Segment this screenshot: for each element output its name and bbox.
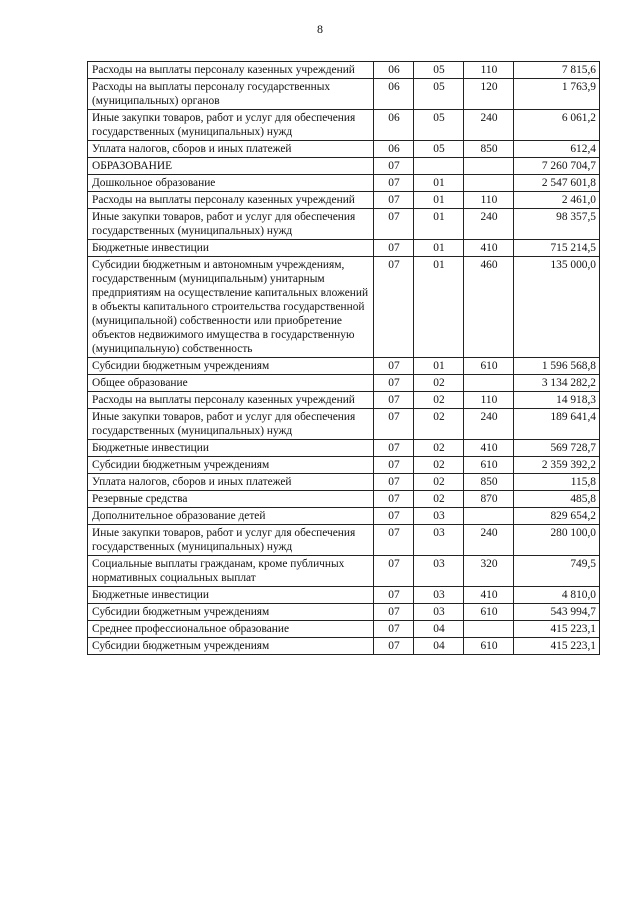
amount-cell: 415 223,1 [514,638,600,655]
expense-type-code-cell: 460 [464,257,514,358]
section-code-cell: 06 [374,62,414,79]
amount-cell: 98 357,5 [514,209,600,240]
expense-type-code-cell: 610 [464,457,514,474]
expenditure-name-cell: Иные закупки товаров, работ и услуг для обеспечения государственных (муниципальных) нужд [88,525,374,556]
section-code-cell: 07 [374,158,414,175]
expense-type-code-cell: 120 [464,79,514,110]
expense-type-code-cell: 610 [464,358,514,375]
section-code-cell: 07 [374,556,414,587]
table-row [88,392,600,409]
expenditure-name-cell: Субсидии бюджетным учреждениям [88,358,374,375]
expense-type-code-cell [464,158,514,175]
table-row [88,257,600,358]
subsection-code-cell: 03 [414,525,464,556]
table-row [88,604,600,621]
amount-cell: 135 000,0 [514,257,600,358]
expense-type-code-cell [464,375,514,392]
expense-type-code-cell: 110 [464,62,514,79]
subsection-code-cell: 04 [414,621,464,638]
section-code-cell: 07 [374,409,414,440]
expenditure-name-cell: Социальные выплаты гражданам, кроме публичных нормативных социальных выплат [88,556,374,587]
expenditure-name-cell: Бюджетные инвестиции [88,240,374,257]
section-code-cell: 06 [374,79,414,110]
amount-cell: 612,4 [514,141,600,158]
expenditure-name-cell: Уплата налогов, сборов и иных платежей [88,474,374,491]
expense-type-code-cell: 870 [464,491,514,508]
table-body [88,62,600,655]
section-code-cell: 07 [374,587,414,604]
expenditure-name-cell: Расходы на выплаты персоналу казенных учреждений [88,62,374,79]
table-row [88,175,600,192]
table-row [88,525,600,556]
expenditure-name-cell: Среднее профессиональное образование [88,621,374,638]
expense-type-code-cell: 320 [464,556,514,587]
table-row [88,474,600,491]
budget-expenditure-table [87,61,600,655]
expenditure-name-cell: Субсидии бюджетным учреждениям [88,638,374,655]
expense-type-code-cell [464,175,514,192]
subsection-code-cell: 05 [414,110,464,141]
page-number: 8 [317,22,323,36]
amount-cell: 14 918,3 [514,392,600,409]
expense-type-code-cell [464,621,514,638]
table-row [88,409,600,440]
subsection-code-cell: 01 [414,209,464,240]
section-code-cell: 07 [374,621,414,638]
amount-cell: 4 810,0 [514,587,600,604]
expense-type-code-cell: 240 [464,409,514,440]
subsection-code-cell: 03 [414,508,464,525]
amount-cell: 280 100,0 [514,525,600,556]
section-code-cell: 07 [374,525,414,556]
amount-cell: 485,8 [514,491,600,508]
subsection-code-cell: 02 [414,409,464,440]
expense-type-code-cell: 110 [464,392,514,409]
expense-type-code-cell: 240 [464,525,514,556]
amount-cell: 2 359 392,2 [514,457,600,474]
section-code-cell: 06 [374,141,414,158]
subsection-code-cell: 02 [414,474,464,491]
table-row [88,192,600,209]
table-row [88,79,600,110]
expense-type-code-cell: 850 [464,474,514,491]
amount-cell: 1 763,9 [514,79,600,110]
amount-cell: 829 654,2 [514,508,600,525]
subsection-code-cell: 01 [414,175,464,192]
section-code-cell: 07 [374,240,414,257]
expenditure-name-cell: Субсидии бюджетным и автономным учреждениям, государственным (муниципальным) унитарным предприятиям на осуществление капитальных вложений в объекты капитального строительства государственной (муниципальной) собственности или приобретение объектов недвижимого имущества в государственную (муниципальную) собственность [88,257,374,358]
expenditure-name-cell: Иные закупки товаров, работ и услуг для обеспечения государственных (муниципальных) нужд [88,209,374,240]
expense-type-code-cell [464,508,514,525]
section-code-cell: 07 [374,491,414,508]
subsection-code-cell: 05 [414,141,464,158]
subsection-code-cell: 05 [414,79,464,110]
expenditure-name-cell: Расходы на выплаты персоналу государственных (муниципальных) органов [88,79,374,110]
section-code-cell: 07 [374,638,414,655]
subsection-code-cell: 02 [414,375,464,392]
amount-cell: 7 815,6 [514,62,600,79]
amount-cell: 189 641,4 [514,409,600,440]
subsection-code-cell: 02 [414,491,464,508]
expense-type-code-cell: 410 [464,587,514,604]
expense-type-code-cell: 110 [464,192,514,209]
expenditure-name-cell: Расходы на выплаты персоналу казенных учреждений [88,192,374,209]
amount-cell: 569 728,7 [514,440,600,457]
section-code-cell: 07 [374,375,414,392]
section-code-cell: 07 [374,508,414,525]
section-code-cell: 07 [374,257,414,358]
section-code-cell: 06 [374,110,414,141]
table-row [88,375,600,392]
expenditure-name-cell: Дополнительное образование детей [88,508,374,525]
section-code-cell: 07 [374,192,414,209]
section-code-cell: 07 [374,392,414,409]
expenditure-name-cell: Бюджетные инвестиции [88,440,374,457]
table-row [88,621,600,638]
table-row [88,209,600,240]
table-row [88,638,600,655]
table-row [88,556,600,587]
subsection-code-cell: 04 [414,638,464,655]
expense-type-code-cell: 240 [464,209,514,240]
table-row [88,440,600,457]
expenditure-name-cell: Уплата налогов, сборов и иных платежей [88,141,374,158]
amount-cell: 543 994,7 [514,604,600,621]
expenditure-name-cell: Субсидии бюджетным учреждениям [88,457,374,474]
amount-cell: 749,5 [514,556,600,587]
section-code-cell: 07 [374,474,414,491]
expense-type-code-cell: 610 [464,604,514,621]
subsection-code-cell: 03 [414,587,464,604]
expenditure-name-cell: Иные закупки товаров, работ и услуг для обеспечения государственных (муниципальных) нужд [88,409,374,440]
table-row [88,491,600,508]
section-code-cell: 07 [374,358,414,375]
section-code-cell: 07 [374,209,414,240]
table-row [88,587,600,604]
amount-cell: 715 214,5 [514,240,600,257]
subsection-code-cell: 01 [414,358,464,375]
amount-cell: 6 061,2 [514,110,600,141]
expense-type-code-cell: 410 [464,440,514,457]
expense-type-code-cell: 850 [464,141,514,158]
subsection-code-cell: 01 [414,257,464,358]
amount-cell: 1 596 568,8 [514,358,600,375]
table-row [88,110,600,141]
table-row [88,62,600,79]
expenditure-name-cell: Расходы на выплаты персоналу казенных учреждений [88,392,374,409]
subsection-code-cell: 02 [414,440,464,457]
amount-cell: 3 134 282,2 [514,375,600,392]
expenditure-name-cell: Дошкольное образование [88,175,374,192]
amount-cell: 2 547 601,8 [514,175,600,192]
section-code-cell: 07 [374,604,414,621]
subsection-code-cell: 03 [414,556,464,587]
expense-type-code-cell: 410 [464,240,514,257]
table-row [88,240,600,257]
expenditure-name-cell: ОБРАЗОВАНИЕ [88,158,374,175]
subsection-code-cell: 02 [414,392,464,409]
table-row [88,457,600,474]
expense-type-code-cell: 240 [464,110,514,141]
amount-cell: 2 461,0 [514,192,600,209]
table-row [88,158,600,175]
expenditure-name-cell: Бюджетные инвестиции [88,587,374,604]
subsection-code-cell: 03 [414,604,464,621]
amount-cell: 415 223,1 [514,621,600,638]
expenditure-name-cell: Общее образование [88,375,374,392]
expenditure-name-cell: Иные закупки товаров, работ и услуг для обеспечения государственных (муниципальных) нужд [88,110,374,141]
expenditure-name-cell: Субсидии бюджетным учреждениям [88,604,374,621]
subsection-code-cell: 01 [414,240,464,257]
table-row [88,358,600,375]
table-row [88,508,600,525]
subsection-code-cell [414,158,464,175]
table-row [88,141,600,158]
section-code-cell: 07 [374,457,414,474]
section-code-cell: 07 [374,440,414,457]
amount-cell: 115,8 [514,474,600,491]
section-code-cell: 07 [374,175,414,192]
expense-type-code-cell: 610 [464,638,514,655]
subsection-code-cell: 02 [414,457,464,474]
subsection-code-cell: 01 [414,192,464,209]
amount-cell: 7 260 704,7 [514,158,600,175]
expenditure-name-cell: Резервные средства [88,491,374,508]
subsection-code-cell: 05 [414,62,464,79]
